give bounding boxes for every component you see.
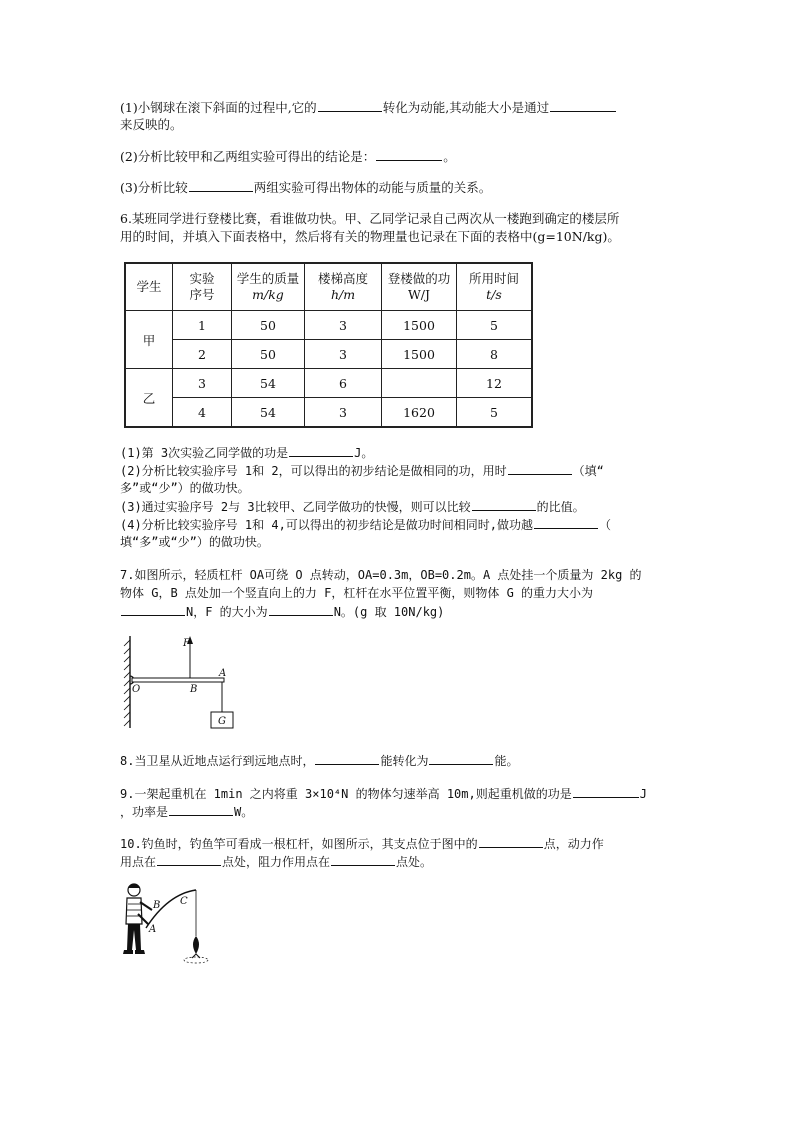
cell-student: 甲 <box>125 311 173 369</box>
q6-sub4-cont: 填“多”或“少”）的做功快。 <box>120 535 269 549</box>
label-C: C <box>180 896 188 907</box>
q6-sub1 <box>120 443 373 462</box>
q5-p3-text-a: (3)分析比较 <box>120 180 188 195</box>
q10-blank-2[interactable] <box>157 852 221 866</box>
q9-text-a: 9.一架起重机在 1min 之内将重 3×10⁴N 的物体匀速举高 10m,则起重机做的功是 <box>120 787 572 801</box>
cell-height: 3 <box>305 398 382 428</box>
q6-s1-text-b: J。 <box>354 446 374 460</box>
table-row <box>125 340 532 369</box>
q10-blank-3[interactable] <box>331 852 395 866</box>
q6-s1-blank[interactable] <box>289 443 353 457</box>
table-row <box>125 398 532 428</box>
q5-p1-text-a: (1)小钢球在滚下斜面的过程中,它的 <box>120 100 317 115</box>
q7-line1: 7.如图所示，轻质杠杆 OA可绕 O 点转动，OA=0.3m，OB=0.2m。A 点处挂一个质量为 2kg 的 <box>120 568 642 582</box>
wall-hatching <box>124 640 130 726</box>
person-legs <box>127 924 141 950</box>
cell-time: 12 <box>457 369 533 398</box>
header-mass <box>232 263 305 311</box>
header-student: 学生 <box>125 263 173 311</box>
header-height-line1: 楼梯高度 <box>317 271 368 286</box>
q6-s4-blank[interactable] <box>534 515 598 529</box>
q6-s3-blank[interactable] <box>472 497 536 511</box>
cell-time: 8 <box>457 340 533 369</box>
q6-sub2-cont: 多”或“少”）的做功快。 <box>120 481 250 495</box>
q7-line2: 物体 G，B 点处加一个竖直向上的力 F，杠杆在水平位置平衡，则物体 G 的重力大小为 <box>120 586 594 600</box>
cell-student: 乙 <box>125 369 173 428</box>
header-work <box>382 263 457 311</box>
q8-text-a: 8.当卫星从近地点运行到远地点时， <box>120 754 315 768</box>
header-height-line2: h/m <box>330 287 356 302</box>
q7-blank-2[interactable] <box>269 602 333 616</box>
cell-work: 1500 <box>382 340 457 369</box>
q6-s1-text-a: (1)第 3次实验乙同学做的功是 <box>120 446 289 460</box>
header-seq <box>173 263 232 311</box>
q6-s4-text-b: （ <box>599 518 612 532</box>
q9-blank-2[interactable] <box>169 802 233 816</box>
person-body <box>126 898 142 924</box>
q7-text-b: N。(g 取 10N/kg) <box>333 605 445 619</box>
q5-part3 <box>120 178 491 197</box>
q10-blank-1[interactable] <box>479 834 543 848</box>
fish <box>193 936 199 954</box>
label-A: A <box>219 668 227 679</box>
q8-blank-2[interactable] <box>429 751 493 765</box>
label-O: O <box>132 684 141 695</box>
cell-work: 1620 <box>382 398 457 428</box>
q6-s3-text-a: (3)通过实验序号 2与 3比较甲、乙同学做功的快慢，则可以比较 <box>120 500 471 514</box>
q5-p1-blank-2[interactable] <box>550 98 616 112</box>
q8-blank-1[interactable] <box>315 751 379 765</box>
label-B: B <box>190 684 198 695</box>
q10-text-d: 点处，阻力作用点在 <box>222 855 331 869</box>
table-header-row <box>125 263 532 311</box>
table-row <box>125 311 532 340</box>
header-time-line1: 所用时间 <box>468 271 519 286</box>
cell-seq: 4 <box>173 398 232 428</box>
header-mass-line1: 学生的质量 <box>236 271 300 286</box>
q7-blank-1[interactable] <box>121 602 185 616</box>
cell-height: 3 <box>305 311 382 340</box>
cell-height: 6 <box>305 369 382 398</box>
cell-mass: 50 <box>232 340 305 369</box>
table-row <box>125 369 532 398</box>
q6-s4-text-a: (4)分析比较实验序号 1和 4,可以得出的初步结论是做功时间相同时,做功越 <box>120 518 534 532</box>
cell-work: 1500 <box>382 311 457 340</box>
q6-sub2 <box>120 461 604 480</box>
header-time <box>457 263 533 311</box>
header-work-line2: W/J <box>407 287 431 302</box>
header-height <box>305 263 382 311</box>
q9-text-b: J <box>639 787 647 801</box>
fishing-diagram <box>118 880 218 965</box>
header-seq-line1: 实验 <box>189 271 215 286</box>
header-work-line1: 登楼做的功 <box>387 271 451 286</box>
cell-mass: 54 <box>232 398 305 428</box>
header-seq-line2: 序号 <box>189 287 215 302</box>
q10-line1 <box>120 834 604 853</box>
q9-blank-1[interactable] <box>573 784 639 798</box>
lever-diagram <box>118 630 248 730</box>
label-F: F <box>183 638 190 649</box>
q5-part2 <box>120 147 456 166</box>
label-G: G <box>218 716 226 727</box>
q6-intro-line1: 6.某班同学进行登楼比赛，看谁做功快。甲、乙同学记录自己两次从一楼跑到确定的楼层所 <box>120 211 620 226</box>
q5-p1-blank-1[interactable] <box>318 98 382 112</box>
q9-text-c: ，功率是 <box>120 805 169 819</box>
q6-s2-blank[interactable] <box>508 461 572 475</box>
q6-sub3 <box>120 497 585 516</box>
q5-p3-text-b: 两组实验可得出物体的动能与质量的关系。 <box>253 180 492 195</box>
q8-line <box>120 751 518 770</box>
person-shoe-left <box>123 950 133 954</box>
q10-text-b: 点，动力作 <box>543 837 604 851</box>
cell-seq: 1 <box>173 311 232 340</box>
cell-work-empty[interactable] <box>382 369 457 398</box>
q5-p3-blank[interactable] <box>189 178 253 192</box>
person-shoe-right <box>135 950 145 954</box>
cell-time: 5 <box>457 311 533 340</box>
q10-text-c: 用点在 <box>120 855 157 869</box>
q7-line3 <box>120 602 444 621</box>
cell-time: 5 <box>457 398 533 428</box>
q5-p2-text-a: (2)分析比较甲和乙两组实验可得出的结论是： <box>120 149 376 164</box>
water-ripple <box>184 957 208 963</box>
q5-p2-text-b: 。 <box>443 149 456 164</box>
q9-text-d: W。 <box>234 805 254 819</box>
cell-seq: 3 <box>173 369 232 398</box>
q5-p1-text-b: 转化为动能,其动能大小是通过 <box>382 100 550 115</box>
label-B: B <box>153 900 161 911</box>
q6-intro-line2: 用的时间，并填入下面表格中，然后将有关的物理量也记录在下面的表格中(g=10N/kg)。 <box>120 229 620 244</box>
q5-part1-line2: 来反映的。 <box>120 117 183 132</box>
cell-mass: 50 <box>232 311 305 340</box>
header-mass-line2: m/kg <box>252 287 284 302</box>
q10-text-e: 点处。 <box>396 855 433 869</box>
q6-s2-text-b: （填“ <box>572 464 604 478</box>
label-A: A <box>149 924 157 935</box>
lever-bar <box>132 678 224 682</box>
q7-text-a: N，F 的大小为 <box>186 605 268 619</box>
q8-text-c: 能。 <box>494 754 519 768</box>
person-hair <box>128 884 140 888</box>
cell-seq: 2 <box>173 340 232 369</box>
header-time-line2: t/s <box>486 287 502 302</box>
q10-line2 <box>120 852 432 871</box>
q9-line1 <box>120 784 647 803</box>
q6-sub4 <box>120 515 611 534</box>
cell-height: 3 <box>305 340 382 369</box>
q9-line2 <box>120 802 253 821</box>
cell-mass: 54 <box>232 369 305 398</box>
q6-s2-text-a: (2)分析比较实验序号 1和 2，可以得出的初步结论是做相同的功，用时 <box>120 464 507 478</box>
q10-text-a: 10.钓鱼时，钓鱼竿可看成一根杠杆，如图所示，其支点位于图中的 <box>120 837 478 851</box>
q8-text-b: 能转化为 <box>380 754 429 768</box>
q6-data-table <box>124 262 533 428</box>
q6-s3-text-b: 的比值。 <box>536 500 585 514</box>
q5-part1-line1 <box>120 98 617 117</box>
q5-p2-blank[interactable] <box>376 147 442 161</box>
